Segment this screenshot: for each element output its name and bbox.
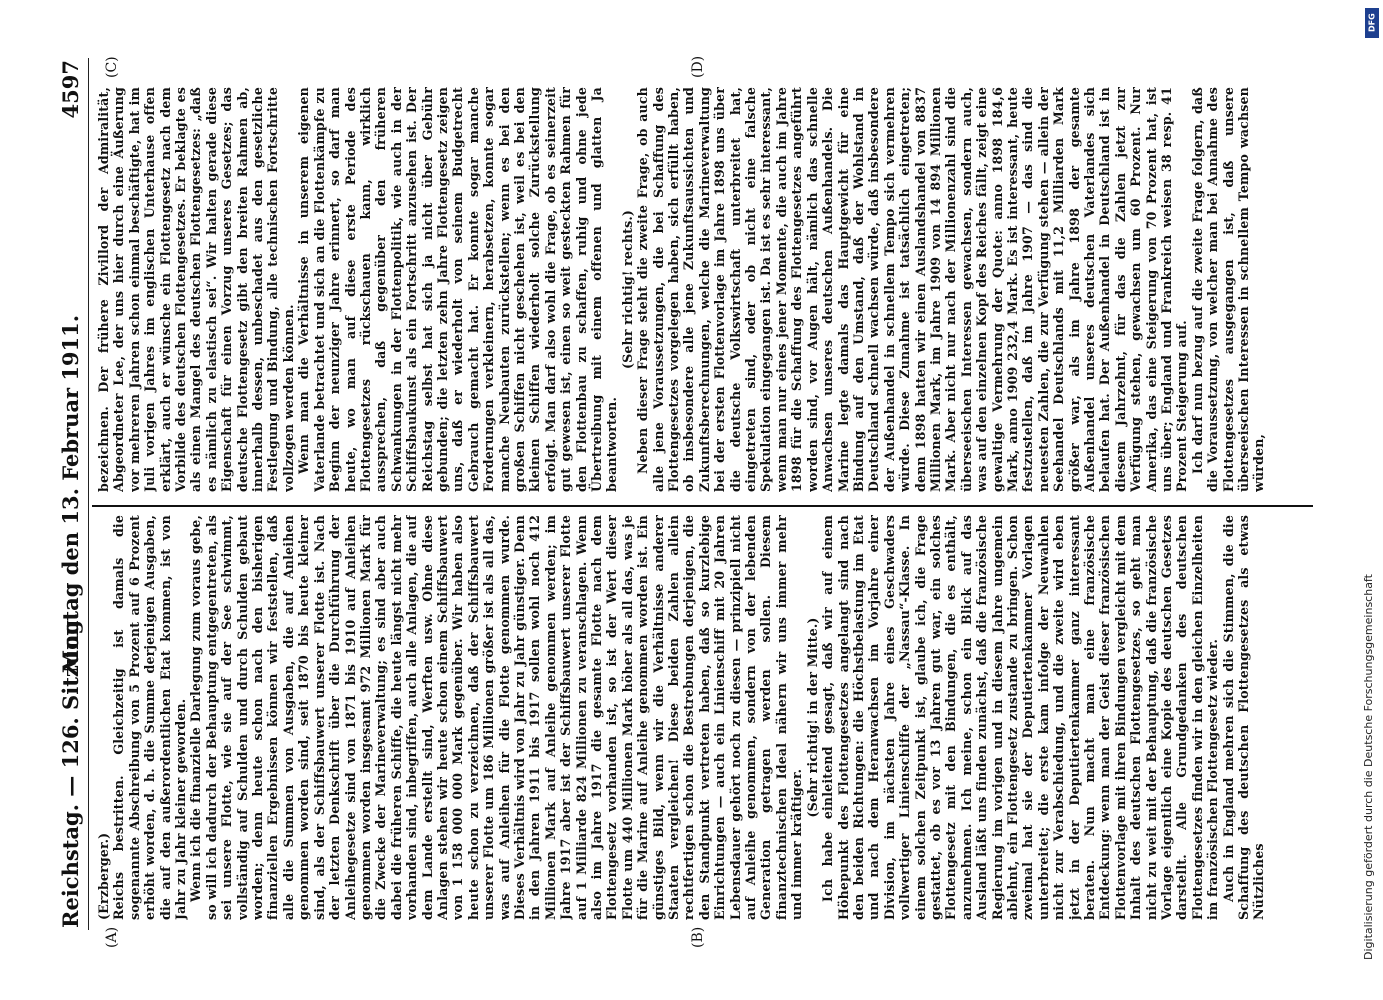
running-head-date: Montag den 13. Februar 1911. (58, 314, 83, 674)
header-rule (88, 58, 89, 930)
left-column (96, 515, 1291, 920)
interjection: (Sehr richtig! in der Mitte.) (804, 617, 820, 818)
speaker-label: (Erzberger.) (96, 832, 111, 920)
paragraph: Auch in England mehren sich die Stimmen, die die Schaffung des deutschen Flottengesetzes als etwas Nützliches (1220, 515, 1267, 920)
running-head-left: Reichstag. — 126. Sitzung. (58, 612, 83, 928)
margin-mark-b: (B) (690, 926, 706, 948)
paragraph: Wenn ich die finanzielle Darlegung zum voraus gebe, so will ich dadurch der Behauptung entgegentreten, als sei unsere Flotte, wie sie auf der See schwimmt, vollständig auf Schulden und durch Schulden gebaut worden; denn heute schon nach den bisherigen finanziellen Ergebnissen können wir feststellen, daß alle die Summen von Ausgaben, die auf Anleihen genommen worden sind, seit 1870 bis heute kleiner sind, als der Schiffsbauwert unserer Flotte ist. Nach der letzten Denkschrift über die Durchführung der Anleihegesetze sind von 1871 bis 1910 auf Anleihen genommen worden insgesamt 972 Millionen Mark für die Zwecke der Marineverwaltung; es sind aber auch dabei die früheren Schiffe, die heute längst nicht mehr vorhanden sind, inbegriffen, auch alle Anlagen, die auf dem Lande erstellt sind, Werften usw. Ohne diese Anlagen stehen wir heute schon einem Schiffsbauwert von 1 158 000 000 Mark gegenüber. Wir haben also heute schon zu verzeichnen, daß der Schiffsbauwert unserer Flotte um 186 Millionen größer ist als all das, was auf Anleihen für die Flotte genommen wurde. Dieses Verhältnis wird von Jahr zu Jahr günstiger. Denn in den Jahren 1911 bis 1917 sollen wohl noch 412 Millionen Mark auf Anleihe genommen werden; im Jahre 1917 aber ist der Schiffsbauwert unserer Flotte auf 1 Milliarde 824 Millionen zu veranschlagen. Wenn also im Jahre 1917 die gesamte Flotte nach dem Flottengesetz vorhanden ist, so ist der Wert dieser Flotte um 440 Millionen Mark höher als all das, was je für die Marine auf Anleihe genommen worden ist. Ein günstiges Bild, wenn wir die Verhältnisse anderer Staaten vergleichen! Diese beiden Zahlen allein rechtfertigen schon die Bestrebungen derjenigen, die den Standpunkt vertreten haben, daß so kurzlebige Einrichtungen — auch ein Linienschiff mit 20 Jahren Lebensdauer gehört noch zu diesen — prinzipiell nicht auf Anleihe genommen, sondern von der lebenden Generation getragen werden sollen. Diesem finanztechnischen Ideal nähern wir uns immer mehr und immer kräftiger. (188, 515, 805, 920)
margin-mark-a: (A) (104, 926, 120, 948)
right-column (96, 87, 1291, 492)
page-number: 4597 (58, 60, 83, 119)
paragraph: Ich darf nun bezug auf die zweite Frage folgern, daß die Voraussetzung, von welcher man bei Annahme des Flottengesetzes ausgegangen ist, daß unsere überseeischen Interessen in schnellem Tempo wachsen würden, (1189, 87, 1267, 492)
credit-wrapper (1362, 0, 1380, 960)
digitization-credit: Digitalisierung gefördert durch die Deutsche Forschungsgemeinschaft (1362, 574, 1375, 960)
paragraph: Wenn man die Verhältnisse in unserem eigenen Vaterlande betrachtet und sich an die Flottenkämpfe zu Beginn der neunziger Jahre erinnert, so darf man heute, wo man auf diese erste Periode des Flottengesetzes rückschauen kann, wirklich aussprechen, daß gegenüber den früheren Schwankungen in der Flottenpolitik, wie auch in der Schiffsbaukunst als ein Fortschritt anzusehen ist. Der Reichstag selbst hat sich ja nicht über Gebühr gebunden; die letzten zehn Jahre Flottengesetz zeigen uns, daß er wiederholt von seinem Budgetrecht Gebrauch gemacht hat. Er konnte sogar manche Forderungen verkleinern, herabsetzen, konnte sogar manche Neubauten zurückstellen; wenn es bei den großen Schiffen nicht geschehen ist, weil es bei den kleinen Schiffen wiederholt solche Zurückstellung erfolgt. Man darf also wohl die Frage, ob es seinerzeit gut gewesen ist, einen so weit gesteckten Rahmen für den Flottenbau zu schaffen, ruhig und ohne jede Übertreibung mit einem offenen und glatten Ja beantworten. (296, 87, 620, 492)
dfg-logo: DFG (1365, 8, 1379, 38)
paragraph: bezeichnen. Der frühere Zivillord der Admiralität, Abgeordneter Lee, der uns hier durch eine Äußerung vor mehreren Jahren schon einmal beschäftigte, hat im Juli vorigen Jahres im englischen Unterhause offen erklärt, auch er wünsche ein Flottengesetz nach dem Vorbilde des deutschen Flottengesetzes. Er beklagte es als einen Mangel des deutschen Flottengesetzes: „daß es nämlich zu elastisch sei“. Wir halten gerade diese Eigenschaft für einen Vorzug unseres Gesetzes; das deutsche Flottengesetz gibt den breiten Rahmen ab, innerhalb dessen, unbeschadet aus den gesetzliche Festlegung und Bindung, alle technischen Fortschritte vollzogen werden können. (96, 87, 296, 492)
paragraph: Neben dieser Frage steht die zweite Frage, ob auch alle jene Voraussetzungen, die bei Schaffung des Flottengesetzes vorgelegen haben, sich erfüllt haben, ob insbesondere alle jene Zukunftsaussichten und Zukunftsberechnungen, welche die Marineverwaltung bei der ersten Flottenvorlage im Jahre 1898 uns über die deutsche Volkswirtschaft unterbreitet hat, eingetreten sind, oder ob nicht eine falsche Spekulation eingegangen ist. Da ist es sehr interessant, wenn man nur eines jener Momente, die auch im Jahre 1898 für die Schaffung des Flottengesetzes angeführt worden sind, vor Augen hält, nämlich das schnelle Anwachsen unseres deutschen Außenhandels. Die Marine legte damals das Hauptgewicht für eine Bindung auf den Umstand, daß der Wohlstand in Deutschland schnell wachsen würde, daß insbesondere der Außenhandel in schnellem Tempo sich vermehren würde. Diese Zunahme ist tatsächlich eingetreten; denn 1898 hatten wir einen Auslandshandel von 8837 Millionen Mark, im Jahre 1909 von 14 894 Millionen Mark. Aber nicht nur nach der Millionenzahl sind die überseeischen Interessen gewachsen, sondern auch, was auf den einzelnen Kopf des Reiches fällt, zeigt eine gewaltige Vermehrung der Quote: anno 1898 184,6 Mark, anno 1909 232,4 Mark. Es ist interessant, heute festzustellen, daß im Jahre 1907 — das sind die neuesten Zahlen, die zur Verfügung stehen — allein der Seehandel Deutschlands mit 11,2 Milliarden Mark größer war, als im Jahre 1898 der gesamte Außenhandel unseres deutschen Vaterlandes sich belaufen hat. Der Außenhandel in Deutschland ist in diesem Jahrzehnt, für das die Zahlen jetzt zur Verfügung stehen, gewachsen um 60 Prozent. Nur Amerika, das eine Steigerung von 70 Prozent hat, ist uns über; England und Frankreich weisen 38 resp. 41 Prozent Steigerung auf. (635, 87, 1190, 492)
paragraph: Reichs bestritten. Gleichzeitig ist damals die sogenannte Abschreibung von 5 Prozent auf 6 Prozent erhöht worden, d. h. die Summe derjenigen Ausgaben, die auf den außerordentlichen Etat kommen, ist von Jahr zu Jahr kleiner geworden. (111, 515, 189, 920)
paragraph: Ich habe einleitend gesagt, daß wir auf einem Höhepunkt des Flottengesetzes angelangt sind nach den beiden Richtungen: die Höchstbelastung im Etat und nach dem Heranwachsen im Vorjahre einer Division, im nächsten Jahre eines Geschwaders vollwertiger Linienschiffe der „Nassau“-Klasse. In einem solchen Zeitpunkt ist, glaube ich, die Frage gestattet, ob es vor 13 Jahren gut war, ein solches Flottengesetz mit den Bindungen, die es enthält, anzunehmen. Ich meine, schon ein Blick auf das Ausland läßt uns finden zunächst, daß die französische Regierung im vorigen und in diesem Jahre ungemein ablehnt, ein Flottengesetz zustande zu bringen. Schon zweimal hat sie der Deputiertenkammer Vorlagen unterbreitet; die erste kam infolge der Neuwahlen nicht zur Verabschiedung, und die zweite wird eben jetzt in der Deputiertenkammer ganz interessant beraten. Nun macht man eine französische Entdeckung: wenn man der Geist dieser französischen Flottenvorlage mit ihren Bindungen vergleicht mit dem Inhalt des deutschen Flottengesetzes, so geht man nicht zu weit mit der Behauptung, daß die französische Vorlage eigentlich eine Kopie des deutschen Gesetzes darstellt. Alle Grundgedanken des deutschen Flottengesetzes finden wir in den gleichen Einzelheiten im französischen Flottengesetz wieder. (820, 515, 1221, 920)
column-rule (92, 505, 1313, 507)
margin-mark-c: (C) (104, 56, 120, 78)
margin-mark-d: (D) (690, 55, 706, 78)
interjection: (Sehr richtig! rechts.) (619, 210, 635, 369)
running-head (58, 60, 90, 928)
